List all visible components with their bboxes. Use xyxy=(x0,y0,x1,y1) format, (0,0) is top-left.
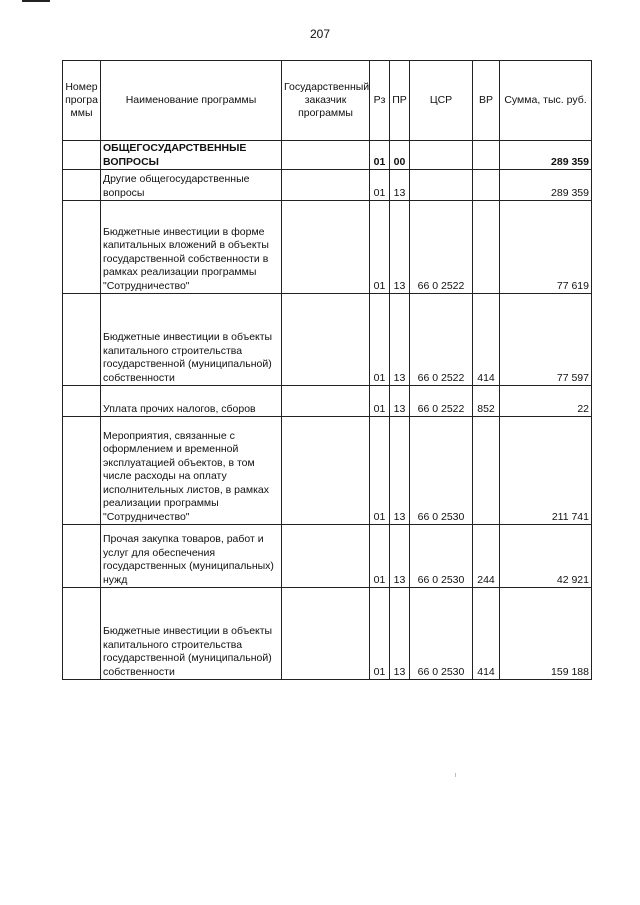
customer-cell xyxy=(282,294,370,386)
vr-cell: 244 xyxy=(473,525,500,588)
sum-cell: 211 741 xyxy=(500,417,592,525)
sum-cell: 77 597 xyxy=(500,294,592,386)
header-vr: ВР xyxy=(473,61,500,141)
sum-cell: 159 188 xyxy=(500,588,592,680)
program-name-cell: Уплата прочих налогов, сборов xyxy=(101,386,282,417)
top-edge-mark xyxy=(22,0,50,2)
rz-cell: 01 xyxy=(370,386,390,417)
csr-cell: 66 0 2522 xyxy=(410,294,473,386)
customer-cell xyxy=(282,417,370,525)
program-name-cell: Другие общегосударственные вопросы xyxy=(101,170,282,201)
rz-cell: 01 xyxy=(370,525,390,588)
pr-cell: 13 xyxy=(390,170,410,201)
program-number-cell xyxy=(63,141,101,170)
header-pr: ПР xyxy=(390,61,410,141)
program-number-cell xyxy=(63,201,101,294)
sum-cell: 77 619 xyxy=(500,201,592,294)
sum-cell: 289 359 xyxy=(500,170,592,201)
vr-cell xyxy=(473,417,500,525)
budget-table xyxy=(62,60,592,680)
table-row xyxy=(63,386,592,417)
table-row xyxy=(63,201,592,294)
csr-cell: 66 0 2530 xyxy=(410,525,473,588)
rz-cell: 01 xyxy=(370,201,390,294)
customer-cell xyxy=(282,141,370,170)
pr-cell: 13 xyxy=(390,386,410,417)
program-name-cell: ОБЩЕГОСУДАРСТВЕННЫЕ ВОПРОСЫ xyxy=(101,141,282,170)
program-name-cell: Бюджетные инвестиции в форме капитальных вложений в объекты государственной собственности в рамках реализации программы "Сотрудничество" xyxy=(101,201,282,294)
header-sum: Сумма, тыс. руб. xyxy=(500,61,592,141)
csr-cell: 66 0 2522 xyxy=(410,201,473,294)
table-row xyxy=(63,141,592,170)
vr-cell xyxy=(473,141,500,170)
customer-cell xyxy=(282,386,370,417)
table-row xyxy=(63,588,592,680)
header-customer: Государственный заказчик программы xyxy=(282,61,370,141)
program-number-cell xyxy=(63,294,101,386)
pr-cell: 13 xyxy=(390,525,410,588)
vr-cell: 414 xyxy=(473,294,500,386)
pr-cell: 13 xyxy=(390,294,410,386)
csr-cell xyxy=(410,141,473,170)
program-number-cell xyxy=(63,588,101,680)
header-program-number: Номер программы xyxy=(63,61,101,141)
csr-cell: 66 0 2530 xyxy=(410,417,473,525)
pr-cell: 13 xyxy=(390,588,410,680)
program-name-cell: Бюджетные инвестиции в объекты капитального строительства государственной (муниципальной) собственности xyxy=(101,294,282,386)
pr-cell: 13 xyxy=(390,417,410,525)
table-row xyxy=(63,170,592,201)
rz-cell: 01 xyxy=(370,588,390,680)
program-number-cell xyxy=(63,386,101,417)
vr-cell: 414 xyxy=(473,588,500,680)
program-name-cell: Мероприятия, связанные с оформлением и временной эксплуатацией объектов, в том числе расходы на оплату исполнительных листов, в рамках реализации программы "Сотрудничество" xyxy=(101,417,282,525)
csr-cell: 66 0 2530 xyxy=(410,588,473,680)
customer-cell xyxy=(282,201,370,294)
table-row xyxy=(63,525,592,588)
rz-cell: 01 xyxy=(370,141,390,170)
vr-cell xyxy=(473,201,500,294)
sum-cell: 22 xyxy=(500,386,592,417)
page-number: 207 xyxy=(309,27,331,41)
program-number-cell xyxy=(63,525,101,588)
rz-cell: 01 xyxy=(370,170,390,201)
csr-cell xyxy=(410,170,473,201)
sum-cell: 42 921 xyxy=(500,525,592,588)
sum-cell: 289 359 xyxy=(500,141,592,170)
rz-cell: 01 xyxy=(370,417,390,525)
program-number-cell xyxy=(63,417,101,525)
customer-cell xyxy=(282,525,370,588)
csr-cell: 66 0 2522 xyxy=(410,386,473,417)
customer-cell xyxy=(282,588,370,680)
rz-cell: 01 xyxy=(370,294,390,386)
pr-cell: 13 xyxy=(390,201,410,294)
header-csr: ЦСР xyxy=(410,61,473,141)
table-header-row xyxy=(63,61,592,141)
pr-cell: 00 xyxy=(390,141,410,170)
table-row xyxy=(63,417,592,525)
vr-cell: 852 xyxy=(473,386,500,417)
header-rz: Рз xyxy=(370,61,390,141)
program-name-cell: Прочая закупка товаров, работ и услуг для обеспечения государственных (муниципальных) нужд xyxy=(101,525,282,588)
table-row xyxy=(63,294,592,386)
program-number-cell xyxy=(63,170,101,201)
scan-speck xyxy=(455,773,456,777)
header-program-name: Наименование программы xyxy=(101,61,282,141)
vr-cell xyxy=(473,170,500,201)
customer-cell xyxy=(282,170,370,201)
program-name-cell: Бюджетные инвестиции в объекты капитального строительства государственной (муниципальной) собственности xyxy=(101,588,282,680)
